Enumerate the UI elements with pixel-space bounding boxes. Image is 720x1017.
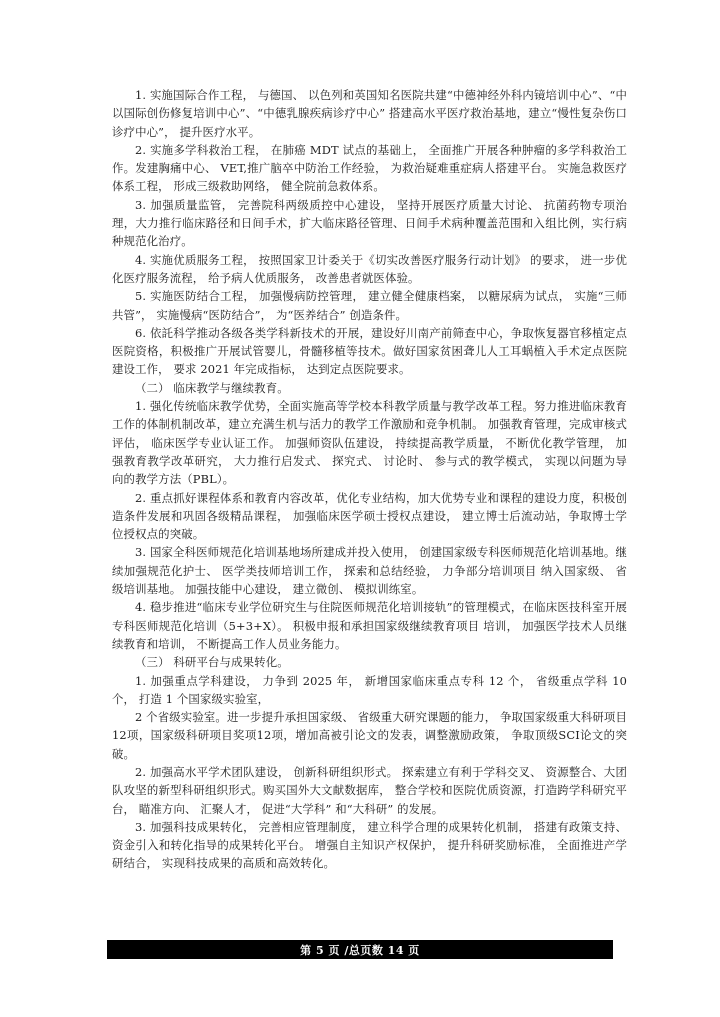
section-heading-teaching: （二） 临床教学与继续教育。 [135, 380, 289, 395]
paragraph-international-cooperation: 1. 实施国际合作工程， 与德国、 以色列和英国知名医院共建“中德神经外科内镜培训中心”、“中以国际创伤修复培训中心”、“中德乳腺疾病诊疗中心” 搭建高水平医疗救治基地，建立“慢性复杂伤口 诊疗中心”， 提升医疗水平。 [112, 88, 627, 139]
paragraph-new-technology: 6. 依託科学推动各级各类学科新技术的开展，建设好川南产前筛查中心，争取恢复器官移植定点医院资格，积极推广开展试管婴儿，骨髓移植等技术。做好国家贫困聋儿人工耳蜗植入手术定点医院建设工作， 要求 2021 年完成指标， 达到定点医院要求。 [112, 325, 627, 377]
page-footer [107, 940, 613, 959]
section-heading-research: （三） 科研平台与成果转化。 [135, 655, 289, 670]
paragraph-provincial-labs: 2 个省级实验室。进一步提升承担国家级、 省级重大研究课题的能力， 争取国家级重大科研项目12项，国家级科研项目奖项12项，增加高被引论文的发表，调整激励政策， 争取顶级SCI论文的突破。 [112, 710, 627, 761]
paragraph-general-practice-training: 3. 国家全科医师规范化培训基地场所建成并投入使用， 创建国家级专科医师规范化培训基地。继续加强规范化护士、 医学类技师培训工作， 探索和总结经验， 力争部分培训项目 纳入国家级、 省级培训基地。 加强技能中心建设， 建立微创、 模拟训练室。 [112, 545, 627, 597]
paragraph-curriculum-reform: 2. 重点抓好课程体系和教育内容改革，优化专业结构，加大优势专业和课程的建设力度，积极创造条件发展和巩固各级精品课程， 加强临床医学硕士授权点建设， 建立博士后流动站，争取博士学位授权点的突破。 [112, 490, 627, 542]
paragraph-multidisciplinary-treatment: 2. 实施多学科救治工程， 在肺癌 MDT 试点的基础上， 全面推广开展各种肿瘤的多学科救治工作。发建胸痛中心、 VET,推广脑卒中防治工作经验， 为救治疑难重症病人搭建平台。 实施急救医疗体系工程， 形成三级救助网络， 健全院前急救体系。 [112, 142, 627, 194]
paragraph-quality-supervision: 3. 加强质量监管， 完善院科两级质控中心建设， 坚持开展医疗质量大讨论、 抗菌药物专项治理，大力推行临床路径和日间手术，扩大临床路径管理、日间手术病种覆盖范围和入组比例，实行病种规范化治疗。 [112, 197, 627, 249]
paragraph-quality-service: 4. 实施优质服务工程， 按照国家卫计委关于《切实改善医疗服务行动计划》 的要求， 进一步优化医疗服务流程， 给予病人优质服务， 改善患者就医体验。 [112, 252, 627, 285]
page-number-label: 第 5 页 /总页数 14 页 [300, 943, 420, 957]
paragraph-research-teams: 2. 加强高水平学术团队建设， 创新科研组织形式。 探索建立有利于学科交叉、 资源整合、大团队攻坚的新型科研组织形式。购买国外大文献数据库， 整合学校和医院优质资源，打造跨学科研究平台， 瞄准方向、 汇聚人才， 促进“大学科” 和“大科研” 的发展。 [112, 764, 627, 816]
paragraph-specialist-training: 4. 稳步推进“临床专业学位研究生与住院医师规范化培训接轨”的管理模式，在临床医技科室开展专科医师规范化培训（5+3+X）。 积极申报和承担国家级继续教育项目 培训， 加强医学技术人员继续教育和培训， 不断提高工作人员业务能力。 [112, 600, 627, 651]
document-body [112, 86, 627, 873]
paragraph-achievement-transfer: 3. 加强科技成果转化， 完善相应管理制度， 建立科学合理的成果转化机制， 搭建有政策支持、 资金引入和转化指导的成果转化平台。 增强自主知识产权保护， 提升科研奖励标准， 全面推进产学研结合， 实现科技成果的高质和高效转化。 [112, 819, 627, 871]
paragraph-medical-prevention: 5. 实施医防结合工程， 加强慢病防控管理， 建立健全健康档案， 以糖尿病为试点， 实施“三师共管”， 实施慢病“医防结合”， 为“医养结合” 创造条件。 [112, 289, 627, 322]
paragraph-teaching-advantage: 1. 强化传统临床教学优势，全面实施高等学校本科教学质量与教学改革工程。努力推进临床教育工作的体制机制改革，建立充满生机与活力的教学工作激励和竞争机制。 加强教育管理，完成审核式评估， 临床医学专业认证工作。 加强师资队伍建设， 持续提高教学质量， 不断优化教学管理， 加强教育教学改革研究， 大力推行启发式、 探究式、 讨论时、 参与式的教学模式， 实现以问题为导向的教学方法（PBL）。 [112, 399, 627, 487]
paragraph-key-disciplines: 1. 加强重点学科建设， 力争到 2025 年， 新增国家临床重点专科 12 个， 省级重点学科 10 个， 打造 1 个国家级实验室， [112, 673, 627, 706]
